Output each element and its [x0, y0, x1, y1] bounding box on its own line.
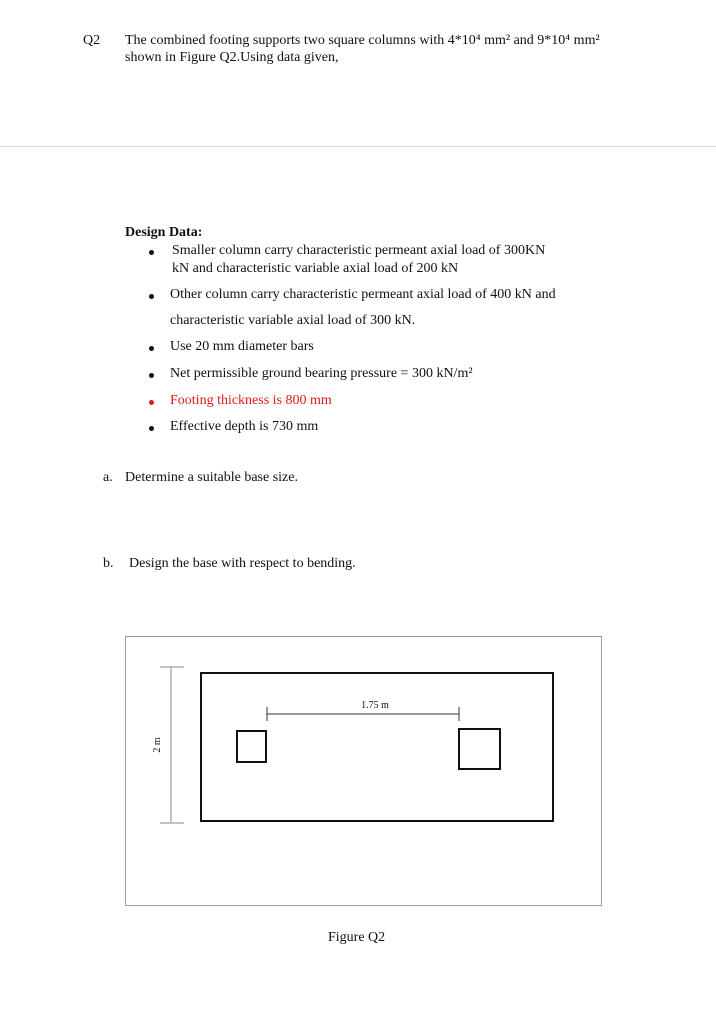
width-dimension-label: 2 m [152, 737, 163, 753]
part-a-label: a. [103, 470, 113, 485]
part-b-label: b. [103, 556, 114, 571]
bullet-3-line-1: Use 20 mm diameter bars [170, 339, 314, 354]
large-column [459, 729, 500, 769]
part-a-text: Determine a suitable base size. [125, 470, 298, 485]
bullet-1-line-2: kN and characteristic variable axial load of 200 kN [172, 261, 459, 276]
small-column [237, 731, 266, 762]
part-b-text: Design the base with respect to bending. [129, 556, 356, 571]
question-text-line-1: The combined footing supports two square columns with 4*10⁴ mm² and 9*10⁴ mm² [125, 33, 600, 48]
spacing-dimension-label: 1.75 m [361, 700, 389, 711]
bullet-6-line-1: Effective depth is 730 mm [170, 419, 319, 434]
figure-caption: Figure Q2 [328, 930, 386, 945]
question-number: Q2 [83, 33, 101, 48]
bullet-2-line-2: characteristic variable axial load of 300 kN. [170, 313, 416, 328]
bullet-4-line-1: Net permissible ground bearing pressure = 300 kN/m² [170, 366, 473, 381]
bullet-1-line-1: Smaller column carry characteristic permeant axial load of 300KN [172, 243, 546, 258]
bullet-5-line-1: Footing thickness is 800 mm [170, 393, 332, 408]
bullet-2-line-1: Other column carry characteristic permeant axial load of 400 kN and [170, 287, 556, 302]
question-text-line-2: shown in Figure Q2.Using data given, [125, 50, 339, 65]
design-data-heading: Design Data: [125, 225, 203, 240]
